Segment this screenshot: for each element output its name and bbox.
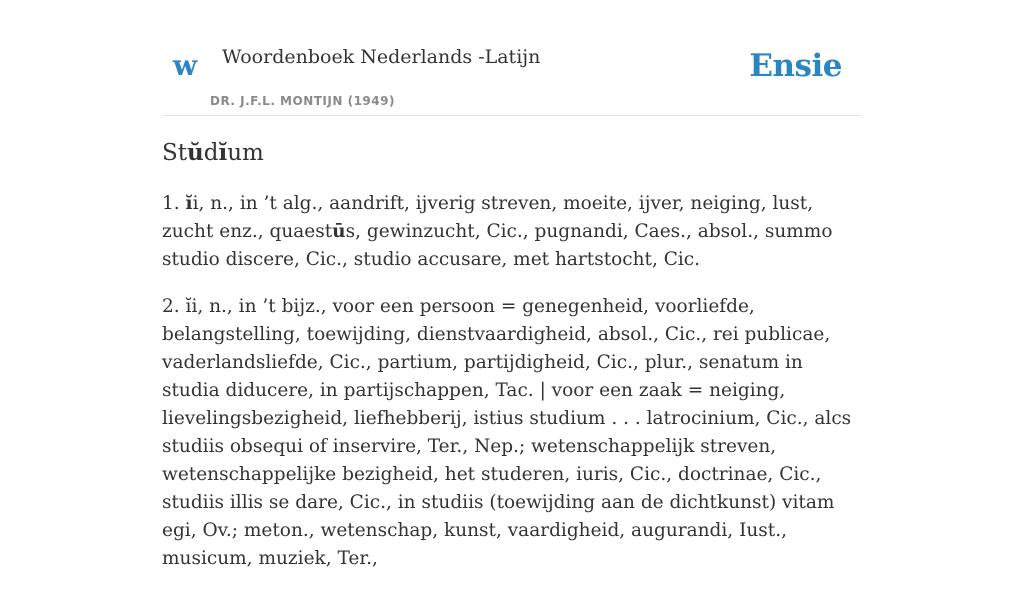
headword <box>162 138 862 169</box>
ensie-logo[interactable]: Ensie <box>749 48 842 84</box>
headword-part: St <box>162 140 187 166</box>
sense-text: i, n., in ’t alg., aandrift, ijverig streven, moeite, ijver, neiging, lust, zucht enz., quaest <box>162 192 814 242</box>
dictionary-author: DR. J.F.L. MONTIJN (1949) <box>210 94 395 108</box>
dictionary-logo[interactable]: w <box>173 49 198 82</box>
sense-text: 1. <box>162 192 186 214</box>
site-header <box>162 30 862 116</box>
sense-bold: ĭ <box>185 192 193 214</box>
definition-sense-1 <box>162 190 862 274</box>
sense-bold: ū <box>332 220 346 242</box>
headword-part: ŭ <box>187 139 204 166</box>
dictionary-title[interactable]: Woordenboek Nederlands -Latijn <box>222 46 541 68</box>
headword-part: ĭ <box>218 139 228 166</box>
entry-content <box>162 138 862 592</box>
definition-sense-2: 2. ĭi, n., in ’t bijz., voor een persoon = genegenheid, voorliefde, belangstelling, toewijding, dienstvaardigheid, absol., Cic., rei publicae, vaderlandsliefde, Cic., partium, partijdigheid, Cic., plur., senatum in studia diducere, in partijschappen, Tac. | voor een zaak = neiging, lievelingsbezigheid, liefhebberij, istius studium . . . latrocinium, Cic., alcs studiis obsequi of inservire, Ter., Nep.; wetenschappelijk streven, wetenschappelijke bezigheid, het studeren, iuris, Cic., doctrinae, Cic., studiis illis se dare, Cic., in studiis (toewijding aan de dichtkunst) vitam egi, Ov.; meton., wetenschap, kunst, vaardigheid, augurandi, Iust., musicum, muziek, Ter., <box>162 295 852 569</box>
headword-part: um <box>227 140 264 166</box>
sense-text: s, gewinzucht, Cic., pugnandi, Caes., absol., summo studio discere, Cic., studio accusare, met hartstocht, Cic. <box>162 220 833 270</box>
headword-part: d <box>203 140 219 166</box>
